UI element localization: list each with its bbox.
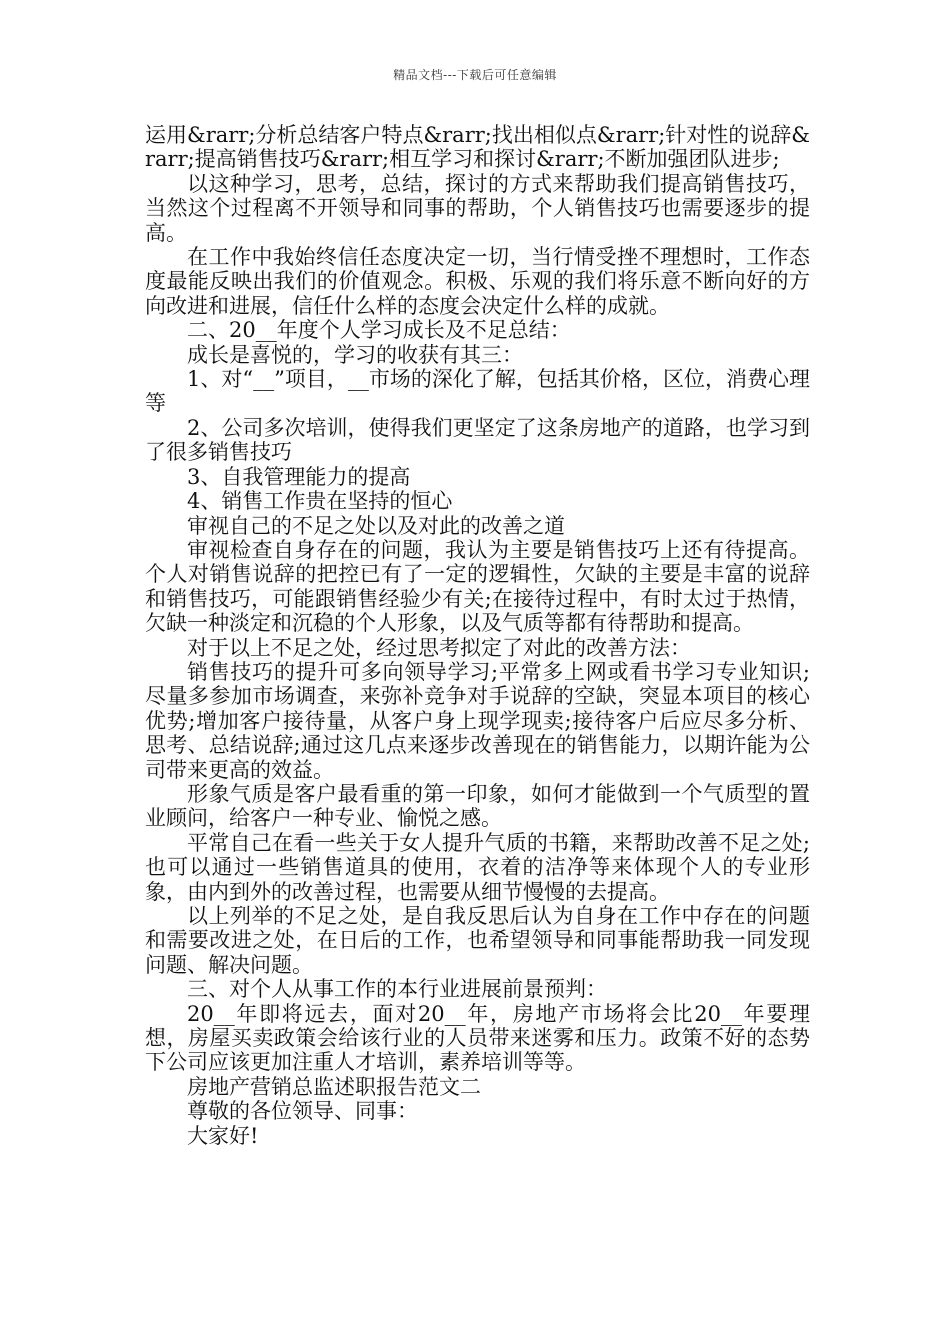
paragraph: 尊敬的各位领导、同事： <box>187 1099 418 1124</box>
paragraph: 1、对“__”项目，__市场的深化了解，包括其价格，区位，消费心理等 <box>145 367 810 416</box>
paragraph: 2、公司多次培训，使得我们更坚定了这条房地产的道路，也学习到了很多销售技巧 <box>145 415 810 465</box>
paragraph: 成长是喜悦的，学习的收获有其三： <box>187 342 523 367</box>
paragraph: 4、销售工作贵在坚持的恒心 <box>187 489 453 514</box>
paragraph: 形象气质是客户最看重的第一印象，如何才能做到一个气质型的置业顾问，给客户一种专业、愉悦之感。 <box>145 781 810 831</box>
paragraph: 3、自我管理能力的提高 <box>187 464 411 489</box>
paragraph: 平常自己在看一些关于女人提升气质的书籍，来帮助改善不足之处;也可以通过一些销售道具的使用，衣着的洁净等来体现个人的专业形象，由内到外的改善过程，也需要从细节慢慢的去提高。 <box>145 830 810 904</box>
paragraph: 房地产营销总监述职报告范文二 <box>187 1074 481 1099</box>
paragraph: 运用&rarr;分析总结客户特点&rarr;找出相似点&rarr;针对性的说辞&rarr;提高销售技巧&rarr;相互学习和探讨&rarr;不断加强团队进步; <box>145 123 810 172</box>
paragraph: 大家好! <box>187 1123 259 1148</box>
paragraph: 二、20__年度个人学习成长及不足总结： <box>187 318 571 343</box>
paragraph: 审视自己的不足之处以及对此的改善之道 <box>187 513 565 538</box>
paragraph: 20__年即将远去，面对20__年，房地产市场将会比20__年要理想，房屋买卖政策会给该行业的人员带来迷雾和压力。政策不好的态势下公司应该更加注重人才培训，素养培训等等。 <box>145 1001 810 1075</box>
paragraph: 审视检查自身存在的问题，我认为主要是销售技巧上还有待提高。个人对销售说辞的把控已有了一定的逻辑性，欠缺的主要是丰富的说辞和销售技巧，可能跟销售经验少有关;在接待过程中，有时太过于热情，欠缺一种淡定和沉稳的个人形象，以及气质等都有待帮助和提高。 <box>145 537 810 636</box>
paragraph: 销售技巧的提升可多向领导学习;平常多上网或看书学习专业知识;尽量多参加市场调查，来弥补竞争对手说辞的空缺，突显本项目的核心优势;增加客户接待量，从客户身上现学现卖;接待客户后应尽多分析、思考、总结说辞;通过这几点来逐步改善现在的销售能力，以期许能为公司带来更高的效益。 <box>145 659 810 782</box>
document-body <box>145 123 810 1148</box>
paragraph: 以这种学习，思考，总结，探讨的方式来帮助我们提高销售技巧，当然这个过程离不开领导和同事的帮助，个人销售技巧也需要逐步的提高。 <box>145 171 810 245</box>
paragraph: 以上列举的不足之处，是自我反思后认为自身在工作中存在的问题和需要改进之处，在日后的工作，也希望领导和同事能帮助我一同发现问题、解决问题。 <box>145 904 810 977</box>
paragraph: 三、对个人从事工作的本行业进展前景预判： <box>187 977 607 1002</box>
paragraph: 在工作中我始终信任态度决定一切，当行情受挫不理想时，工作态度最能反映出我们的价值观念。积极、乐观的我们将乐意不断向好的方向改进和进展，信任什么样的态度会决定什么样的成就。 <box>145 245 810 318</box>
page-header: 精品文档---下载后可任意编辑 <box>393 68 557 82</box>
paragraph: 对于以上不足之处，经过思考拟定了对此的改善方法： <box>187 635 691 660</box>
